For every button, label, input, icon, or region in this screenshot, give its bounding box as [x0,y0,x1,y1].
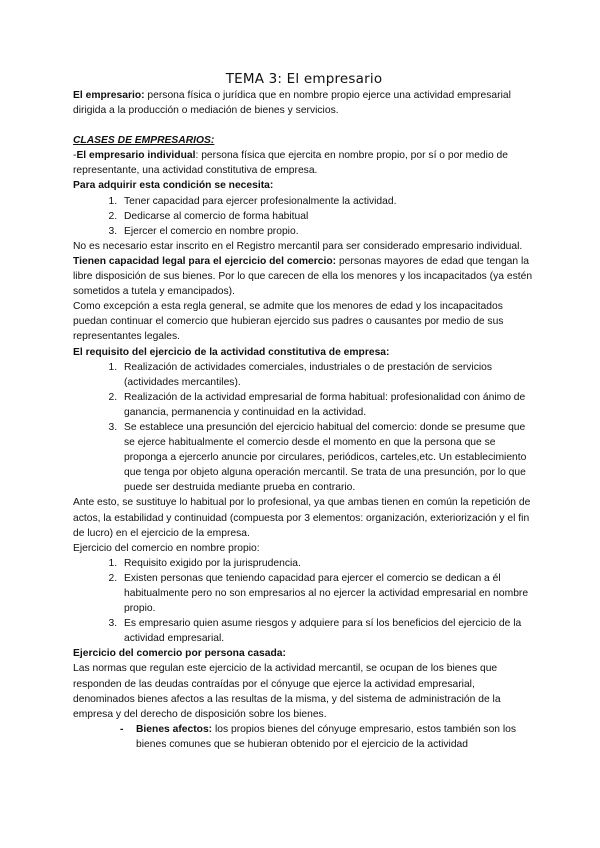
section-heading: CLASES DE EMPRESARIOS: [73,135,215,147]
individual-prefix: - [73,150,77,162]
list-item: 3. Es empresario quien asume riesgos y adquiere para sí los beneficios del ejercicio de la actividad empresarial. [120,616,535,646]
spacer [73,118,535,133]
individual-text: : persona física que ejercita en nombre propio, por sí o por medio de representante, una actividad constitutiva de empresa. [73,150,508,177]
empresario-definition [73,88,535,118]
conditions-list [73,194,535,239]
list-item: 2. Existen personas que teniendo capacidad para ejercer el comercio se dedican a él habitualmente pero no son empresarios al no ejercer la actividad empresarial en nombre propio. [120,571,535,616]
list-item: 3. Ejercer el comercio en nombre propio. [120,224,535,239]
list-item: 2. Dedicarse al comercio de forma habitual [120,209,535,224]
list-item: 1. Realización de actividades comerciales, industriales o de prestación de servicios (actividades mercantiles). [120,360,535,390]
list-item: 2. Realización de la actividad empresarial de forma habitual: profesionalidad con ánimo de ganancia, permanencia y continuidad en la actividad. [120,390,535,420]
married-text: Las normas que regulan este ejercicio de la actividad mercantil, se ocupan de los bienes que responden de las deudas contraídas por el cónyuge que ejerce la actividad empresarial, denominados bienes afectos a las resultas de la misma, y del sistema de administración de la empresa y del derecho de disposición sobre los bienes. [73,663,501,720]
own-name-heading: Ejercicio del comercio en nombre propio: [73,542,260,554]
conditions-heading [73,178,535,193]
requirement-after: Ante esto, se sustituye lo habitual por lo profesional, ya que ambas tienen en común la repetición de actos, la estabilidad y continuidad (compuesta por 3 elementos: organización, exteriorización y el fin de lucro) en el ejercicio de la empresa. [73,497,531,539]
list-item [136,722,535,752]
requirement-heading [73,345,535,360]
individual-term: El empresario individual [76,150,196,162]
capacity-text: personas mayores de edad que tengan la libre disposición de sus bienes. Por lo que carecen de ella los menores y los incapacitados (ya estén sometidos a tutela y emancipados). [73,255,533,298]
bullet-text: los propios bienes del cónyuge empresario, estos también son los bienes comunes que se hubieran obtenido por el ejercicio de la actividad [136,723,517,750]
requirement-heading-text: El requisito del ejercicio de la actividad constitutiva de empresa: [73,346,390,358]
capacity-term: Tienen capacidad legal para el ejercicio del comercio: [73,255,337,267]
list-item: 3. Se establece una presunción del ejercicio habitual del comercio: donde se presume que se ejerce habitualmente el comercio desde el momento en que la persona que se proponga a ejercerlo anuncie por circulares, periódicos, carteles,etc. Un establecimiento que tenga por objeto alguna operación mercantil. Se trata de una presunción, por lo que puede ser destruida mediante prueba en contrario. [120,420,535,495]
definition-text: persona física o jurídica que en nombre propio ejerce una actividad empresarial dirigida a la producción o mediación de bienes y servicios. [73,90,511,117]
married-bullets [73,722,535,752]
page-title: TEMA 3: El empresario [225,71,383,87]
document-page [73,70,535,752]
requirement-list [73,360,535,496]
definition-term: El empresario: [73,90,145,101]
married-heading-text: Ejercicio del comercio por persona casada: [73,648,286,660]
capacity-paragraph [73,254,535,299]
list-item: 1. Requisito exigido por la jurisprudencia. [120,556,535,571]
bullet-term: Bienes afectos: [136,723,213,735]
registry-note: No es necesario estar inscrito en el Registro mercantil para ser considerado empresario individual. [73,240,523,252]
conditions-heading-text: Para adquirir esta condición se necesita: [73,180,274,192]
capacity-exception: Como excepción a esta regla general, se admite que los menores de edad y los incapacitados puedan continuar el comercio que hubieran ejercido sus padres o causantes por medio de sus representantes legales. [73,301,504,343]
list-item: 1. Tener capacidad para ejercer profesionalmente la actividad. [120,194,535,209]
married-heading [73,646,535,661]
own-name-list [73,556,535,647]
individual-paragraph [73,148,535,178]
